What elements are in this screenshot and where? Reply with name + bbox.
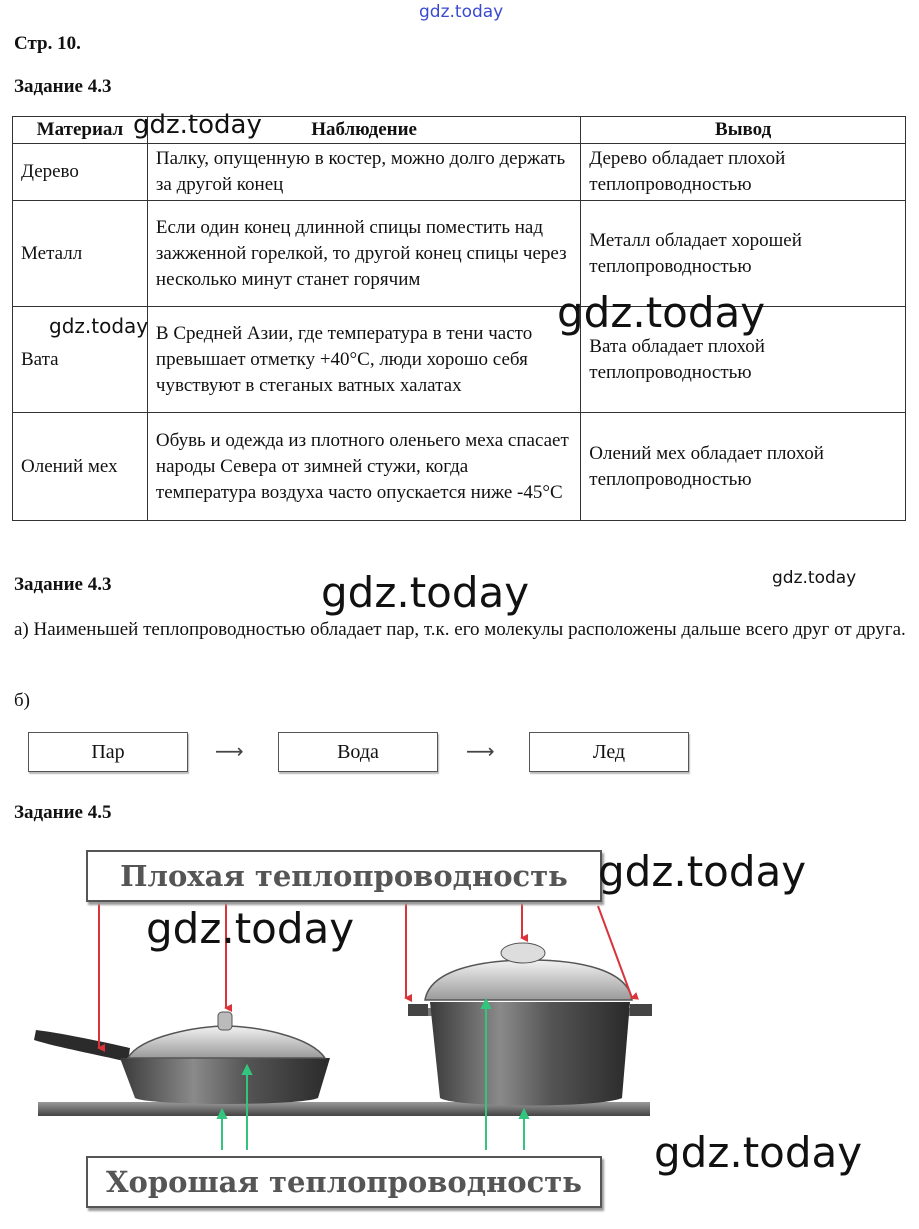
flow-arrow-icon: ⟶ [215, 739, 244, 763]
watermark: gdz.today [146, 904, 355, 953]
answer-a: а) Наименьшей теплопроводностью обладает пар, т.к. его молекулы расположены дальше всего друг от друга. [14, 619, 906, 640]
header-material: Материал [13, 117, 148, 144]
cell-material: Металл [13, 201, 148, 307]
table-row [13, 413, 906, 521]
task-heading-2: Задание 4.3 [14, 574, 112, 595]
task-heading-3: Задание 4.5 [14, 802, 112, 823]
bad-conductivity-label: Плохая теплопроводность [86, 850, 602, 902]
cell-observation: Если один конец длинной спицы поместить над зажженной горелкой, то другой конец спицы через несколько минут станет горячим [147, 201, 580, 307]
cooking-pot [408, 943, 652, 1106]
cell-conclusion: Металл обладает хорошей теплопроводностью [581, 201, 906, 307]
watermark: gdz.today [557, 288, 766, 337]
flow-box-water: Вода [278, 732, 438, 772]
watermark-top: gdz.today [419, 2, 504, 22]
cell-observation: Обувь и одежда из плотного оленьего меха спасает народы Севера от зимней стужи, когда температура воздуха часто опускается ниже -45°С [147, 413, 580, 521]
watermark: gdz.today [772, 568, 857, 588]
page-label: Стр. 10. [14, 33, 81, 54]
flow-arrow-icon: ⟶ [466, 739, 495, 763]
task-heading-1: Задание 4.3 [14, 76, 112, 97]
watermark: gdz.today [133, 110, 262, 140]
cell-conclusion: Олений мех обладает плохой теплопроводностью [581, 413, 906, 521]
cell-material: Вата [13, 307, 148, 413]
watermark: gdz.today [49, 314, 149, 338]
cell-material: Олений мех [13, 413, 148, 521]
flow-box-steam: Пар [28, 732, 188, 772]
watermark: gdz.today [654, 1128, 863, 1177]
label-b: б) [14, 690, 30, 711]
flow-box-ice: Лед [529, 732, 689, 772]
cell-material: Дерево [13, 144, 148, 201]
header-conclusion: Вывод [581, 117, 906, 144]
frying-pan [34, 1012, 330, 1104]
good-conductivity-label: Хорошая теплопроводность [86, 1156, 602, 1208]
header-observation: Наблюдение [147, 117, 580, 144]
table-row [13, 201, 906, 307]
cell-observation: Палку, опущенную в костер, можно долго держать за другой конец [147, 144, 580, 201]
watermark: gdz.today [321, 568, 530, 617]
cell-conclusion: Вата обладает плохой теплопроводностью [581, 307, 906, 413]
cell-conclusion: Дерево обладает плохой теплопроводностью [581, 144, 906, 201]
table-row [13, 144, 906, 201]
cell-observation: В Средней Азии, где температура в тени часто превышает отметку +40°С, люди хорошо себя чувствуют в стеганых ватных халатах [147, 307, 580, 413]
watermark: gdz.today [598, 847, 807, 896]
